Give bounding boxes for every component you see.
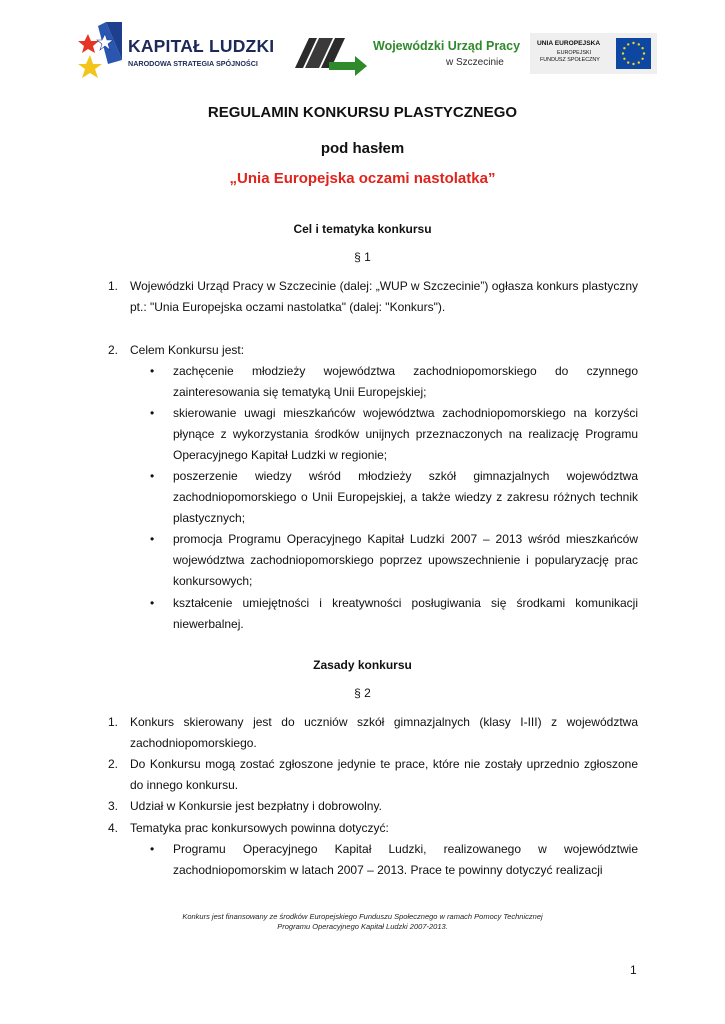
kapital-ludzki-emblem-icon — [78, 20, 124, 84]
footer-line1: Konkurs jest finansowany ze środków Europejskiego Funduszu Społecznego w ramach Pomocy Technicznej — [182, 912, 543, 921]
section2-heading: Zasady konkursu — [313, 658, 412, 672]
section2-paragraph-symbol: § 2 — [354, 686, 371, 700]
list-item — [108, 754, 638, 796]
eu-line3: FUNDUSZ SPOŁECZNY — [540, 57, 600, 63]
bullet-icon: • — [150, 469, 155, 483]
bullet-item — [150, 361, 638, 403]
bullet-text: poszerzenie wiedzy wśród młodzieży szkół gimnazjalnych województwa zachodniopomorskiego o Unii Europejskiej, a także wiedzy z zakresu różnych technik plastycznych; — [173, 469, 638, 525]
kapital-ludzki-subtitle: NARODOWA STRATEGIA SPÓJNOŚCI — [128, 59, 258, 68]
item-number: 4. — [108, 821, 119, 835]
bullet-item — [150, 529, 638, 592]
section1-heading: Cel i tematyka konkursu — [293, 222, 432, 236]
bullet-icon: • — [150, 596, 155, 610]
wup-title: Wojewódzki Urząd Pracy — [373, 39, 521, 53]
eu-social-fund-logo — [530, 33, 657, 74]
bullet-text: Programu Operacyjnego Kapitał Ludzki, realizowanego w województwie zachodniopomorskim w latach 2007 – 2013. Prace te powinny dotyczyć realizacji — [173, 842, 638, 877]
item-text: Udział w Konkursie jest bezpłatny i dobrowolny. — [130, 799, 382, 813]
kapital-ludzki-logo — [78, 20, 278, 84]
bullet-icon: • — [150, 532, 155, 546]
wup-subtitle: w Szczecinie — [446, 57, 504, 68]
eu-line2: EUROPEJSKI — [557, 50, 592, 56]
bullet-item — [150, 466, 638, 529]
wup-logo — [295, 30, 521, 80]
title-subline: pod hasłem — [320, 140, 405, 157]
list-item — [108, 712, 638, 754]
wup-arrows-icon — [295, 32, 369, 76]
bullet-text: kształcenie umiejętności i kreatywności posługiwania się środkami komunikacji niewerbalnej. — [173, 596, 638, 631]
eu-line1: UNIA EUROPEJSKA — [537, 40, 601, 47]
item-number: 2. — [108, 757, 119, 771]
bullet-item — [150, 839, 638, 881]
bullet-icon: • — [150, 406, 155, 420]
item-text: Celem Konkursu jest: — [130, 343, 245, 357]
list-item — [108, 340, 638, 361]
bullet-icon: • — [150, 364, 155, 378]
bullet-item — [150, 593, 638, 635]
item-number: 1. — [108, 715, 119, 729]
item-number: 1. — [108, 279, 119, 293]
section1-paragraph-symbol: § 1 — [354, 250, 371, 264]
item-text: Konkurs skierowany jest do uczniów szkół gimnazjalnych (klasy I-III) z województwa zachodniopomorskiego. — [130, 715, 638, 750]
page-number: 1 — [630, 963, 637, 977]
footer-line2: Programu Operacyjnego Kapitał Ludzki 2007-2013. — [277, 922, 448, 931]
bullet-item — [150, 403, 638, 466]
kapital-ludzki-title: KAPITAŁ LUDZKI — [128, 36, 275, 56]
list-item — [108, 796, 638, 817]
list-item — [108, 818, 638, 839]
item-text: Wojewódzki Urząd Pracy w Szczecinie (dalej: „WUP w Szczecinie”) ogłasza konkurs plastyczny pt.: "Unia Europejska oczami nastolatka" (dalej: "Konkurs"). — [130, 279, 638, 314]
item-text: Do Konkursu mogą zostać zgłoszone jedynie te prace, które nie zostały uprzednio zgłoszone do innego konkursu. — [130, 757, 638, 792]
document-title: REGULAMIN KONKURSU PLASTYCZNEGO — [207, 104, 518, 121]
bullet-icon: • — [150, 842, 155, 856]
contest-slogan: „Unia Europejska oczami nastolatka” — [229, 170, 496, 187]
list-item — [108, 276, 638, 318]
item-number: 3. — [108, 799, 119, 813]
item-text: Tematyka prac konkursowych powinna dotyczyć: — [130, 821, 389, 835]
item-number: 2. — [108, 343, 119, 357]
bullet-text: skierowanie uwagi mieszkańców województwa zachodniopomorskiego na korzyści płynące z wykorzystania środków unijnych przeznaczonych na realizację Programu Operacyjnego Kapitał Ludzki w regionie; — [173, 406, 638, 462]
bullet-text: zachęcenie młodzieży województwa zachodniopomorskiego do czynnego zainteresowania się tematyką Unii Europejskiej; — [173, 364, 638, 399]
eu-flag-icon — [616, 38, 651, 69]
bullet-text: promocja Programu Operacyjnego Kapitał Ludzki 2007 – 2013 wśród mieszkańców województwa zachodniopomorskiego poprzez upowszechnienie i popularyzację prac konkursowych; — [173, 532, 638, 588]
